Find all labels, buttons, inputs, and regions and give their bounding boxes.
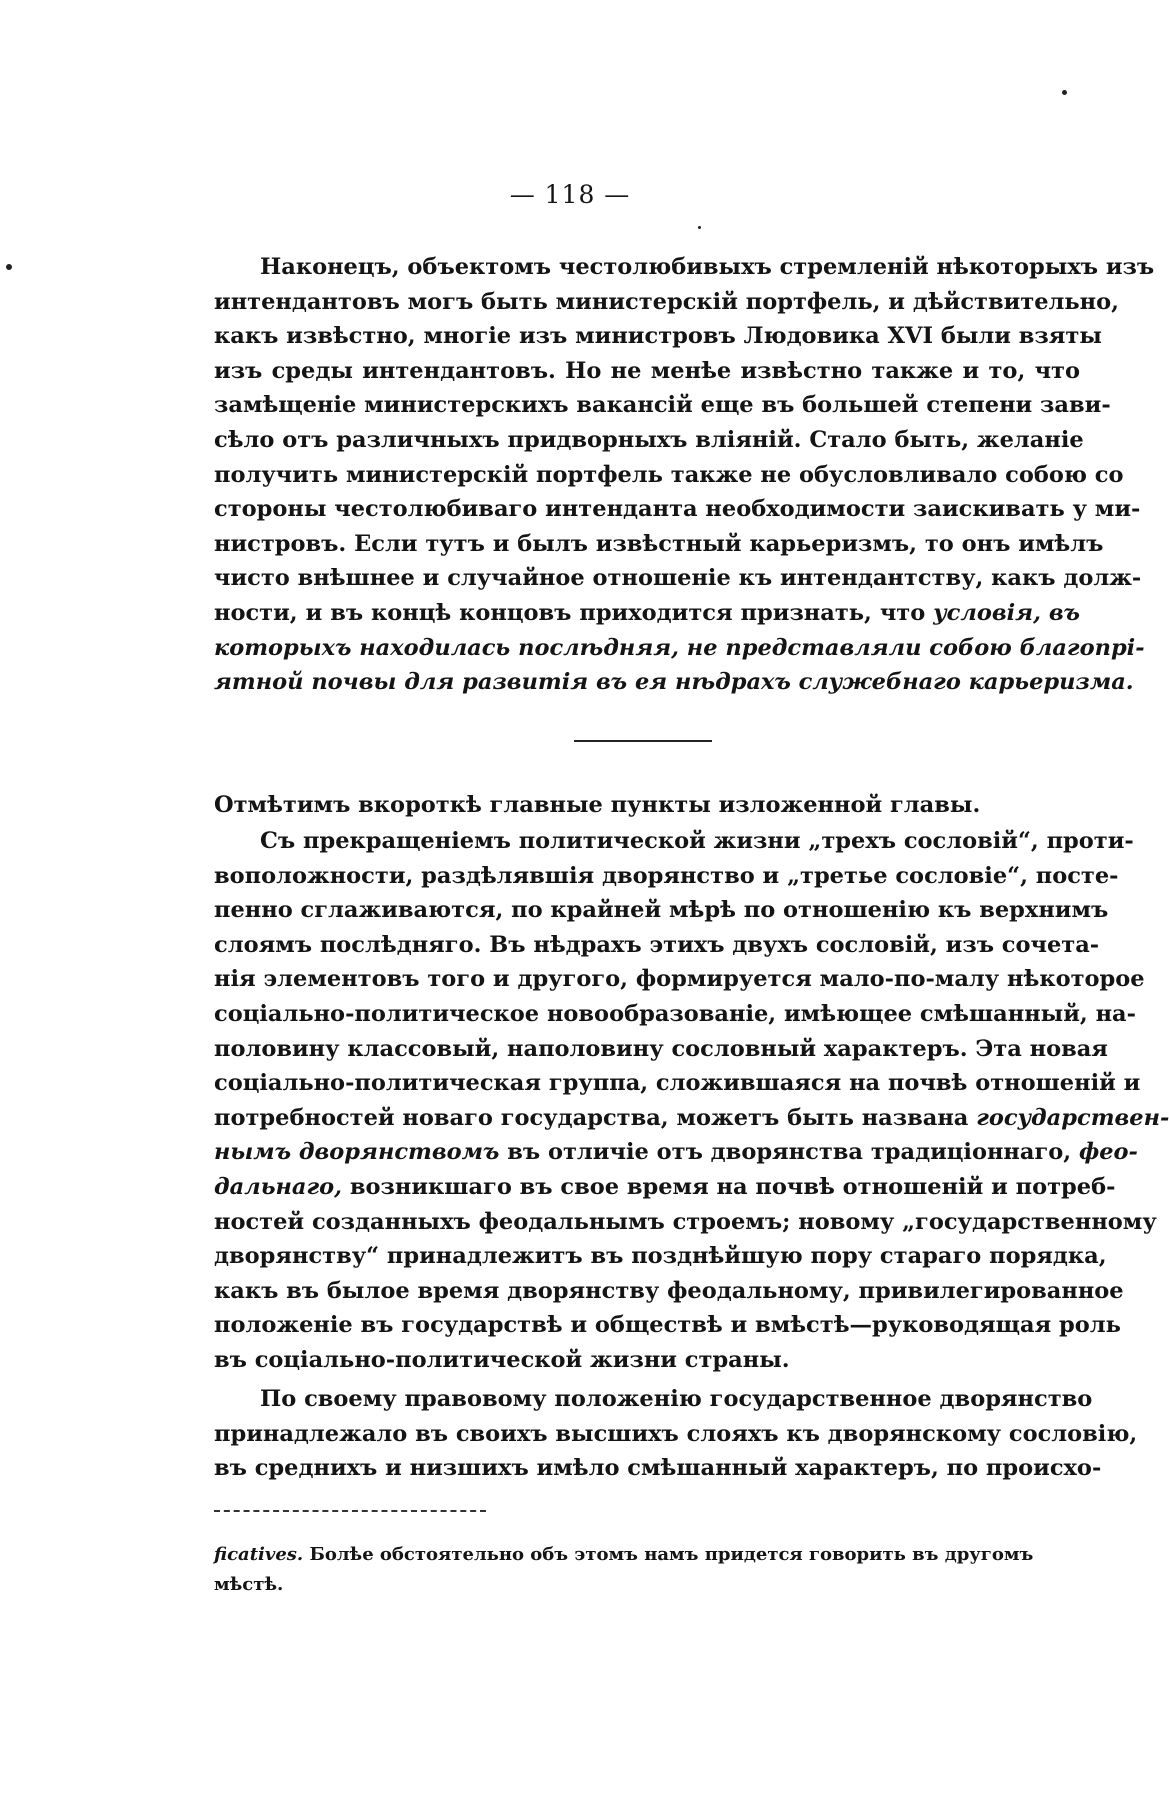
italic-run: фео- <box>1078 1139 1138 1166</box>
text-line: сѣло отъ различныхъ придворныхъ вліяній. Стало быть, желаніе <box>214 426 1084 453</box>
text-line-italic: ятной почвы для развитія въ ея нѣдрахъ служебнаго карьеризма. <box>214 669 1134 696</box>
paragraph-legal-position <box>214 1382 1138 1486</box>
text-line: соціально-политическое новообразованіе, имѣющее смѣшанный, на- <box>214 1000 1136 1027</box>
text-line-mixed <box>214 1135 1138 1170</box>
text-line: нистровъ. Если тутъ и былъ извѣстный карьеризмъ, то онъ имѣлъ <box>214 530 1104 557</box>
text-run: въ отличіе отъ дворянства традиціоннаго, <box>507 1139 1072 1166</box>
text-line: стороны честолюбиваго интенданта необходимости заискивать у ми- <box>214 496 1141 523</box>
scan-speck <box>6 264 12 270</box>
text-line: дворянству“ принадлежитъ въ позднѣйшую пору стараго порядка, <box>214 1243 1107 1270</box>
italic-run: нымъ дворянствомъ <box>214 1139 500 1166</box>
text-line: чисто внѣшнее и случайное отношеніе къ интендантству, какъ долж- <box>214 565 1142 592</box>
text-line: нія элементовъ того и другого, формируется мало-по-малу нѣкоторое <box>214 966 1145 993</box>
text-line: получить министерскій портфель также не обусловливало собою со <box>214 461 1124 488</box>
scan-speck <box>698 226 701 229</box>
text-line: какъ въ былое время дворянству феодальному, привилегированное <box>214 1277 1124 1304</box>
text-line: пенно сглаживаются, по крайней мѣрѣ по отношенію къ верхнимъ <box>214 897 1109 924</box>
italic-run: государствен- <box>976 1104 1169 1131</box>
text-line: въ соціально-политической жизни страны. <box>214 1346 790 1373</box>
text-line: По своему правовому положенію государственное дворянство <box>260 1386 1093 1412</box>
text-line: положеніе въ государствѣ и обществѣ и вмѣстѣ—руководящая роль <box>214 1312 1121 1339</box>
text-line: соціально-политическая группа, сложившаяся на почвѣ отношеній и <box>214 1070 1141 1097</box>
text-line: какъ извѣстно, многіе изъ министровъ Людовика XVI были взяты <box>214 323 1102 350</box>
text-line: Наконецъ, объектомъ честолюбивыхъ стремленій нѣкоторыхъ изъ <box>260 254 1155 280</box>
text-line: Съ прекращеніемъ политической жизни „трехъ сословій“, проти- <box>260 828 1134 854</box>
scan-speck <box>1062 90 1067 95</box>
page-number: — 118 — <box>509 180 631 209</box>
text-line: половину классовый, наполовину сословный характеръ. Эта новая <box>214 1035 1108 1062</box>
text-line-mixed <box>214 596 1080 631</box>
text-line: Отмѣтимъ вкороткѣ главные пункты изложенной главы. <box>214 792 981 818</box>
text-line-mixed <box>214 1170 1116 1205</box>
footnote-divider <box>214 1510 486 1512</box>
text-line-mixed <box>214 1101 1169 1136</box>
text-run: потребностей новаго государства, можетъ быть названа <box>214 1104 969 1131</box>
italic-run: условія, въ <box>933 599 1080 626</box>
paragraph-intendants-ministers <box>214 250 1155 700</box>
text-line: въ среднихъ и низшихъ имѣло смѣшанный характеръ, по происхо- <box>214 1455 1102 1482</box>
text-line: воположности, раздѣлявшія дворянство и „третье сословіе“, посте- <box>214 862 1119 889</box>
footnote-italic-start: ficatives. <box>214 1544 304 1565</box>
text-line: ностей созданныхъ феодальнымъ строемъ; новому „государственному <box>214 1208 1157 1235</box>
summary-heading <box>214 788 1080 823</box>
italic-run: дальнаго, <box>214 1173 343 1200</box>
text-run: возникшаго въ свое время на почвѣ отношеній и потреб- <box>349 1173 1116 1200</box>
footnote-text: Болѣе обстоятельно объ этомъ намъ придется говорить въ другомъ мѣстѣ. <box>214 1544 1034 1595</box>
text-run: ности, и въ концѣ концовъ приходится признать, что <box>214 599 926 626</box>
paragraph-state-nobility <box>214 824 1169 1378</box>
text-line: слоямъ послѣдняго. Въ нѣдрахъ этихъ двухъ сословій, изъ сочета- <box>214 931 1100 958</box>
text-line-italic: которыхъ находилась послѣдняя, не представляли собою благопрі- <box>214 634 1145 661</box>
text-line: принадлежало въ своихъ высшихъ слояхъ къ дворянскому сословію, <box>214 1420 1138 1447</box>
section-divider <box>574 740 712 742</box>
text-line: изъ среды интендантовъ. Но не менѣе извѣстно также и то, что <box>214 357 1080 384</box>
text-line: замѣщеніе министерскихъ вакансій еще въ большей степени зави- <box>214 392 1111 419</box>
text-line: интендантовъ могъ быть министерскій портфель, и дѣйствительно, <box>214 288 1119 315</box>
footnote <box>214 1540 1080 1600</box>
